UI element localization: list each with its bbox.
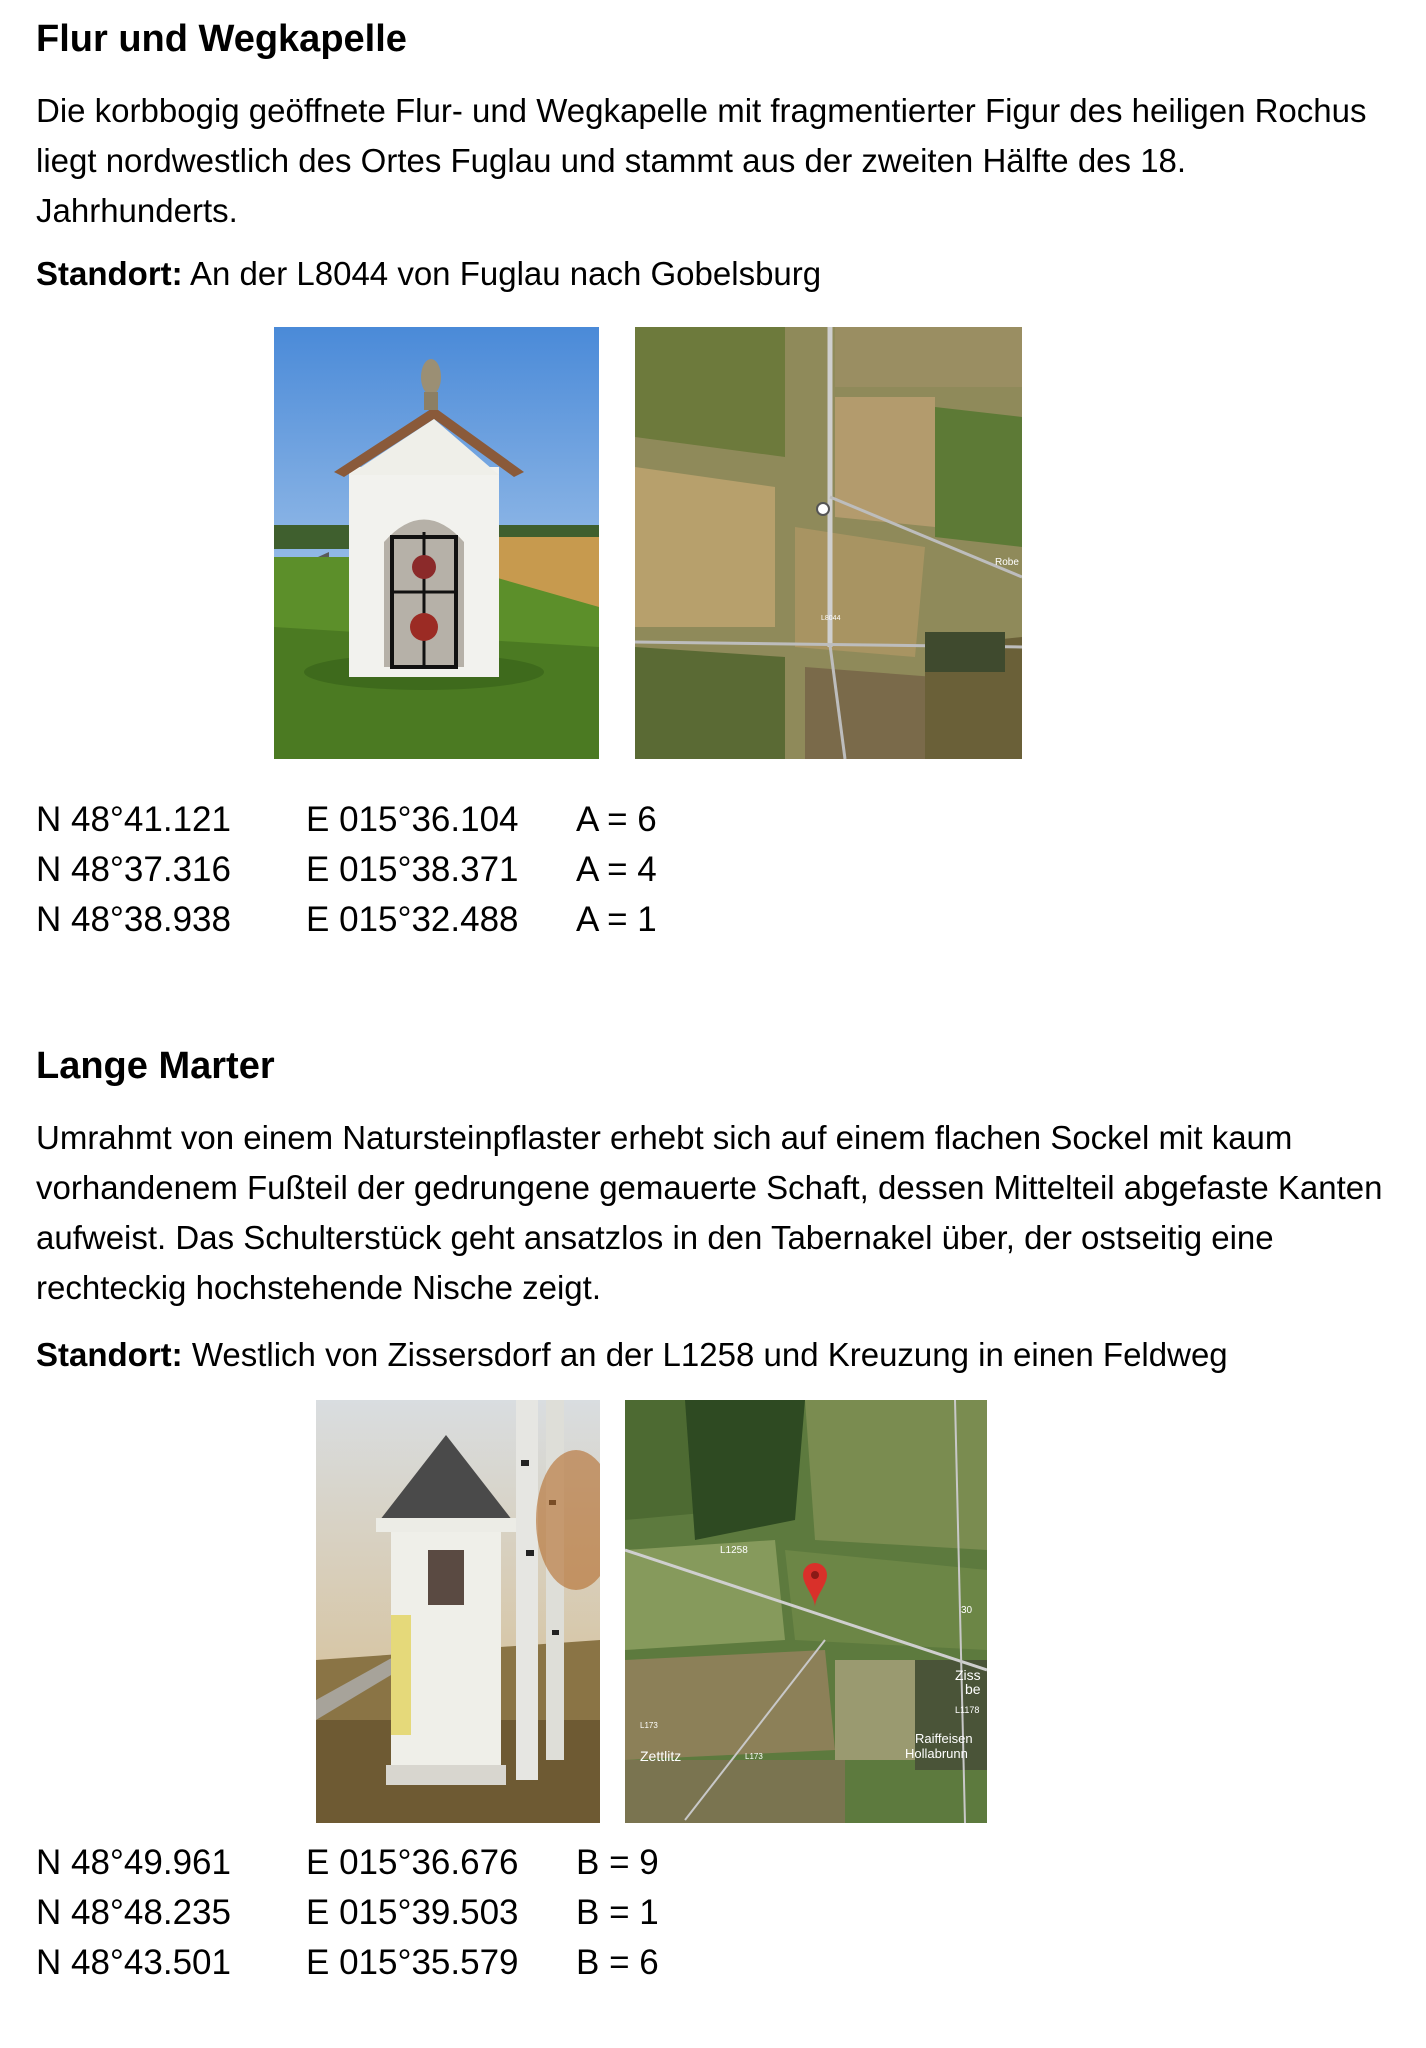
coordinate-north: N 48°43.501 bbox=[36, 1943, 231, 1982]
section-description: Umrahmt von einem Natursteinpflaster erhebt sich auf einem flachen Sockel mit kaum vorhandenem Fußteil der gedrungene gemauerte Schaft, dessen Mittelteil abgefaste Kanten aufweist. Das Schulterstück geht ansatzlos in den Tabernakel über, der ostseitig eine rechteckig hochstehende Nische zeigt. bbox=[36, 1119, 1383, 1306]
map-chapel bbox=[635, 327, 1022, 759]
location-text: An der L8044 von Fuglau nach Gobelsburg bbox=[182, 255, 822, 292]
map-label: 30 bbox=[961, 1605, 973, 1616]
location-line bbox=[36, 255, 821, 293]
coordinate-north: N 48°37.316 bbox=[36, 850, 231, 889]
photo-wayside-shrine bbox=[316, 1400, 600, 1823]
coordinate-north: N 48°48.235 bbox=[36, 1893, 231, 1932]
photo-chapel bbox=[274, 327, 599, 759]
coordinate-value: A = 1 bbox=[576, 900, 657, 939]
map-label: L173 bbox=[640, 1721, 658, 1730]
location-label: Standort: bbox=[36, 255, 183, 292]
map-label: L1178 bbox=[955, 1705, 980, 1715]
coordinate-east: E 015°38.371 bbox=[306, 850, 519, 889]
coordinate-east: E 015°36.104 bbox=[306, 800, 519, 839]
coordinate-east: E 015°36.676 bbox=[306, 1843, 519, 1882]
location-line bbox=[36, 1336, 1228, 1374]
coordinate-value: B = 9 bbox=[576, 1843, 659, 1882]
map-label: L173 bbox=[745, 1752, 763, 1761]
coordinate-east: E 015°35.579 bbox=[306, 1943, 519, 1982]
coordinate-east: E 015°39.503 bbox=[306, 1893, 519, 1932]
map-label: be bbox=[965, 1681, 981, 1697]
map-label: L1258 bbox=[720, 1545, 748, 1556]
map-label-road: L8044 bbox=[821, 615, 841, 622]
location-text: Westlich von Zissersdorf an der L1258 und Kreuzung in einen Feldweg bbox=[182, 1336, 1228, 1373]
section-title-lange-marter: Lange Marter bbox=[36, 1045, 275, 1087]
coordinate-north: N 48°38.938 bbox=[36, 900, 231, 939]
map-wayside-shrine bbox=[625, 1400, 987, 1823]
coordinate-north: N 48°41.121 bbox=[36, 800, 231, 839]
coordinate-value: A = 4 bbox=[576, 850, 657, 889]
coordinate-east: E 015°32.488 bbox=[306, 900, 519, 939]
map-label: Hollabrunn bbox=[905, 1746, 968, 1761]
map-label: Ziss bbox=[955, 1667, 981, 1683]
location-label: Standort: bbox=[36, 1336, 183, 1373]
section-description: Die korbbogig geöffnete Flur- und Wegkapelle mit fragmentierter Figur des heiligen Rochus liegt nordwestlich des Ortes Fuglau und stammt aus der zweiten Hälfte des 18. Jahrhunderts. bbox=[36, 92, 1367, 229]
map-label: Raiffeisen bbox=[915, 1731, 973, 1746]
map-label: Zettlitz bbox=[640, 1748, 682, 1764]
coordinate-value: B = 1 bbox=[576, 1893, 659, 1932]
coordinate-north: N 48°49.961 bbox=[36, 1843, 231, 1882]
coordinate-value: B = 6 bbox=[576, 1943, 659, 1982]
coordinate-value: A = 6 bbox=[576, 800, 657, 839]
section-title-flur-und-wegkapelle: Flur und Wegkapelle bbox=[36, 18, 407, 60]
map-label-robe: Robe bbox=[995, 557, 1019, 568]
